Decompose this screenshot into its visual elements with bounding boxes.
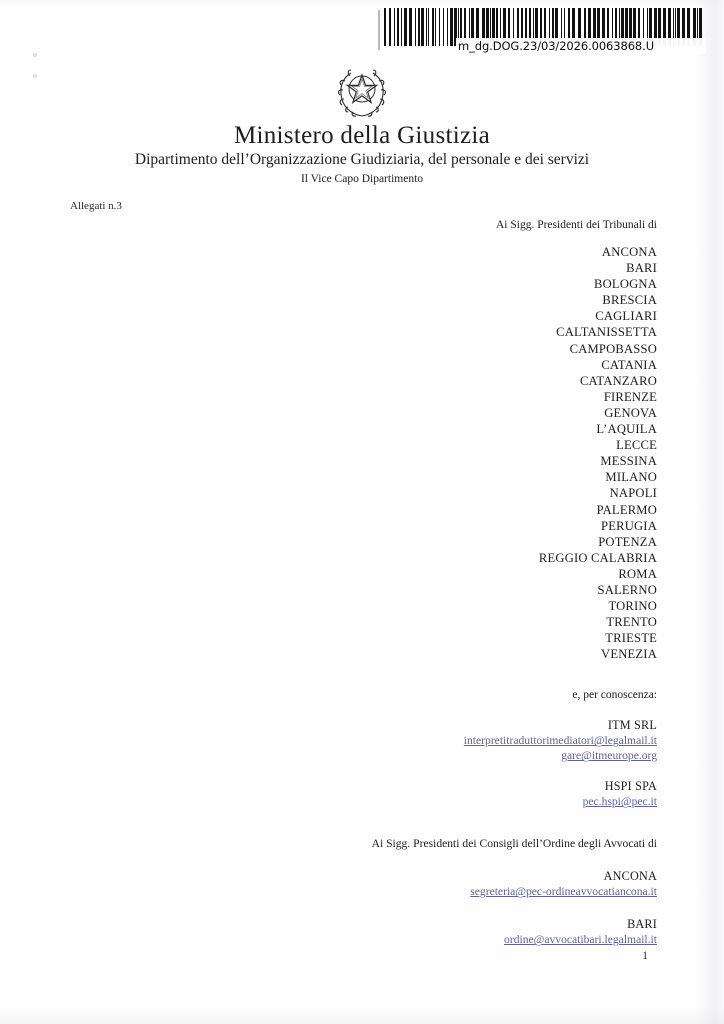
bar-council-list xyxy=(280,868,657,947)
tribunal-item: BOLOGNA xyxy=(594,277,657,292)
tribunal-item: CAMPOBASSO xyxy=(569,341,657,356)
protocol-stamp xyxy=(378,8,702,54)
tribunal-item: ROMA xyxy=(618,566,657,581)
italian-republic-emblem-icon xyxy=(332,64,392,122)
email-link[interactable]: pec.hspi@pec.it xyxy=(582,795,657,809)
tribunal-item: VENEZIA xyxy=(601,647,657,662)
tribunal-item: CATANIA xyxy=(601,357,657,372)
bar-council-city: ANCONA xyxy=(603,869,657,884)
department-name: Dipartimento dell’Organizzazione Giudiziaria, del personale e dei servizi xyxy=(134,151,590,168)
tribunal-list xyxy=(280,244,657,662)
tribunal-item: BARI xyxy=(626,261,657,276)
tribunal-item: GENOVA xyxy=(604,405,657,420)
scan-speck xyxy=(33,74,37,78)
tribunal-item: PERUGIA xyxy=(601,518,657,533)
tribunal-item: POTENZA xyxy=(598,534,657,549)
tribunal-item: ANCONA xyxy=(601,245,657,259)
tribunal-item: CAGLIARI xyxy=(595,309,657,324)
organization-name: ITM SRL xyxy=(607,718,657,733)
tribunal-item: TRENTO xyxy=(606,615,657,630)
email-link[interactable]: segreteria@pec-ordineavvocatiancona.it xyxy=(470,885,657,899)
tribunal-item: CALTANISSETTA xyxy=(556,325,657,340)
tribunal-item: FIRENZE xyxy=(603,389,657,404)
tribunal-item: PALERMO xyxy=(596,502,657,517)
tribunal-item: REGGIO CALABRIA xyxy=(538,550,657,565)
tribunal-item: TORINO xyxy=(608,599,657,614)
cc-organization xyxy=(280,778,657,809)
stamp-left-rule xyxy=(378,10,380,50)
tribunal-item: NAPOLI xyxy=(609,486,657,501)
scan-edge-top xyxy=(0,0,724,8)
office-name: Il Vice Capo Dipartimento xyxy=(300,173,424,185)
recipients-block xyxy=(280,218,657,947)
page-number: 1 xyxy=(642,950,648,962)
tribunal-item: SALERNO xyxy=(597,582,657,597)
email-link[interactable]: interpretitraduttorimediatori@legalmail.it xyxy=(463,734,657,748)
tribunal-item: MILANO xyxy=(605,470,657,485)
tribunal-item: TRIESTE xyxy=(605,631,657,646)
bar-councils-heading: Ai Sigg. Presidenti dei Consigli dell’Ordine degli Avvocati di xyxy=(371,837,657,851)
protocol-number: m_dg.DOG.23/03/2026.0063868.U xyxy=(456,38,706,54)
tribunals-heading: Ai Sigg. Presidenti dei Tribunali di xyxy=(495,219,657,231)
cc-organization xyxy=(280,717,657,763)
tribunal-item: MESSINA xyxy=(600,454,657,469)
tribunal-item: LECCE xyxy=(616,438,657,453)
bar-council-entry xyxy=(280,916,657,947)
bar-council-city: BARI xyxy=(627,917,657,932)
attachments-note: Allegati n.3 xyxy=(70,200,122,212)
organization-name: HSPI SPA xyxy=(604,779,657,794)
email-link[interactable]: gare@itmeurope.org xyxy=(561,749,657,763)
cc-organizations xyxy=(280,717,657,809)
tribunal-item: CATANZARO xyxy=(579,373,657,388)
scan-edge-bottom xyxy=(0,1006,724,1024)
cc-label: e, per conoscenza: xyxy=(572,689,657,702)
bar-council-entry xyxy=(280,868,657,899)
email-link[interactable]: ordine@avvocatibari.legalmail.it xyxy=(504,933,657,947)
tribunal-item: BRESCIA xyxy=(602,293,657,308)
tribunal-item: L’AQUILA xyxy=(596,422,657,437)
ministry-title: Ministero della Giustizia xyxy=(233,122,491,149)
scan-speck xyxy=(33,53,37,57)
